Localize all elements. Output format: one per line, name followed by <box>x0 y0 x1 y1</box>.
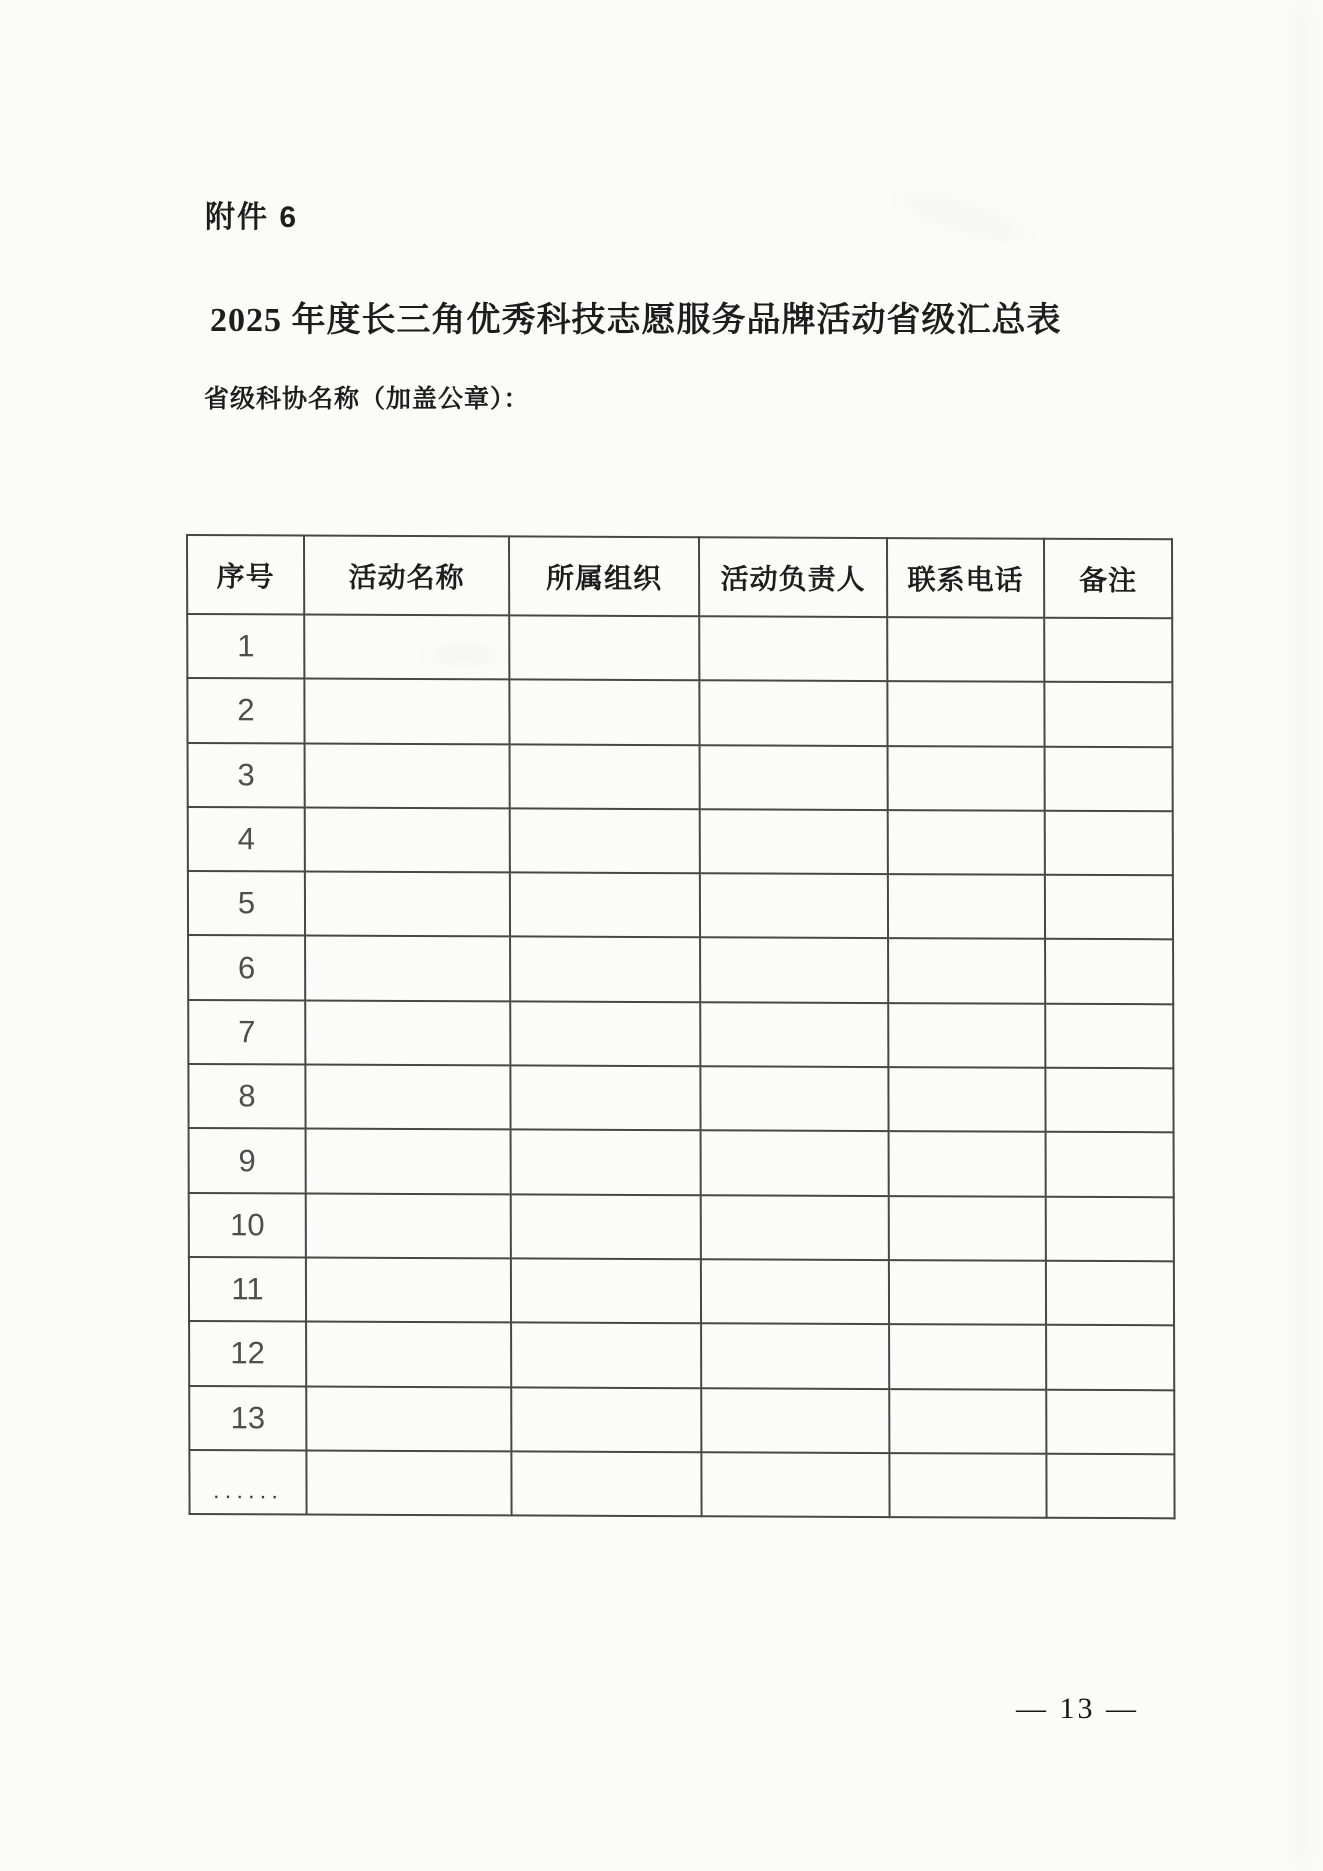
empty-cell <box>1045 1004 1173 1069</box>
empty-cell <box>700 1002 888 1067</box>
empty-cell <box>1045 939 1173 1004</box>
empty-cell <box>305 936 510 1001</box>
empty-cell <box>510 937 700 1002</box>
empty-cell <box>1045 1068 1173 1133</box>
empty-cell <box>1045 875 1173 940</box>
scan-artifact <box>1286 0 1316 1871</box>
empty-cell <box>888 1003 1045 1068</box>
empty-cell <box>306 1322 511 1387</box>
row-number-cell: 7 <box>188 1000 305 1065</box>
empty-cell <box>1045 811 1173 876</box>
empty-cell <box>511 1130 701 1195</box>
empty-cell <box>304 615 509 680</box>
summary-table <box>186 534 1176 1519</box>
table-row <box>187 614 1172 683</box>
table-row <box>189 1193 1174 1262</box>
empty-cell <box>701 1259 889 1324</box>
row-number-cell: 10 <box>189 1193 306 1258</box>
empty-cell <box>306 1129 511 1194</box>
header-cell-remarks: 备注 <box>1044 539 1172 619</box>
empty-cell <box>700 938 888 1003</box>
empty-cell <box>305 1065 510 1130</box>
header-cell-leader: 活动负责人 <box>699 537 887 617</box>
org-name-seal-label: 省级科协名称（加盖公章）： <box>204 385 530 413</box>
page-number: — 13 — <box>1016 1692 1139 1725</box>
empty-cell <box>306 1450 511 1515</box>
empty-cell <box>700 745 888 810</box>
row-number-cell: 5 <box>188 871 305 936</box>
empty-cell <box>305 872 510 937</box>
empty-cell <box>510 808 700 873</box>
table-row <box>189 1128 1174 1197</box>
empty-cell <box>889 1131 1046 1196</box>
row-number-cell: ...... <box>189 1450 306 1515</box>
table-row <box>188 1064 1173 1133</box>
empty-cell <box>511 1258 701 1323</box>
table-row <box>187 678 1172 747</box>
empty-cell <box>888 810 1045 875</box>
empty-cell <box>305 743 510 808</box>
empty-cell <box>509 680 699 745</box>
empty-cell <box>699 681 887 746</box>
empty-cell <box>1046 1261 1174 1326</box>
empty-cell <box>889 1453 1046 1518</box>
empty-cell <box>304 679 509 744</box>
empty-cell <box>701 1452 889 1517</box>
row-number-cell: 8 <box>188 1064 305 1129</box>
empty-cell <box>510 1065 700 1130</box>
empty-cell <box>511 1387 701 1452</box>
table-row <box>188 935 1173 1004</box>
empty-cell <box>510 873 700 938</box>
document-title: 2025 年度长三角优秀科技志愿服务品牌活动省级汇总表 <box>210 302 1062 339</box>
row-number-cell: 6 <box>188 935 305 1000</box>
empty-cell <box>889 1260 1046 1325</box>
empty-cell <box>700 809 888 874</box>
header-cell-phone: 联系电话 <box>887 538 1044 618</box>
empty-cell <box>306 1193 511 1258</box>
empty-cell <box>1044 682 1172 747</box>
row-number-cell: 1 <box>187 614 304 679</box>
scan-artifact <box>897 185 1029 250</box>
empty-cell <box>888 1067 1045 1132</box>
empty-cell <box>1046 1132 1174 1197</box>
empty-cell <box>511 1451 701 1516</box>
header-cell-index: 序号 <box>187 535 304 615</box>
empty-cell <box>887 617 1044 682</box>
empty-cell <box>1046 1389 1174 1454</box>
empty-cell <box>700 873 888 938</box>
empty-cell <box>888 874 1045 939</box>
table-row <box>188 743 1173 812</box>
empty-cell <box>701 1131 889 1196</box>
row-number-cell: 3 <box>188 743 305 808</box>
row-number-cell: 9 <box>189 1128 306 1193</box>
row-number-cell: 2 <box>187 678 304 743</box>
table-row <box>189 1386 1174 1455</box>
empty-cell <box>306 1257 511 1322</box>
table-body <box>187 614 1174 1518</box>
header-cell-activity-name: 活动名称 <box>304 536 509 616</box>
table-row <box>188 871 1173 940</box>
empty-cell <box>889 1324 1046 1389</box>
empty-cell <box>889 1196 1046 1261</box>
empty-cell <box>699 616 887 681</box>
empty-cell <box>700 1066 888 1131</box>
attachment-label: 附件 6 <box>205 201 299 234</box>
empty-cell <box>889 1389 1046 1454</box>
row-number-cell: 13 <box>189 1386 306 1451</box>
row-number-cell: 12 <box>189 1321 306 1386</box>
empty-cell <box>306 1386 511 1451</box>
empty-cell <box>887 681 1044 746</box>
empty-cell <box>510 744 700 809</box>
empty-cell <box>888 746 1045 811</box>
empty-cell <box>888 939 1045 1004</box>
empty-cell <box>305 1000 510 1065</box>
table-row <box>188 807 1173 876</box>
table-header <box>187 535 1172 618</box>
empty-cell <box>701 1195 889 1260</box>
empty-cell <box>511 1194 701 1259</box>
empty-cell <box>1046 1454 1174 1519</box>
row-number-cell: 4 <box>188 807 305 872</box>
table-header-row <box>187 535 1172 618</box>
table-row <box>189 1450 1174 1519</box>
empty-cell <box>701 1324 889 1389</box>
empty-cell <box>511 1323 701 1388</box>
table-row <box>188 1000 1173 1069</box>
header-cell-organization: 所属组织 <box>509 536 699 616</box>
empty-cell <box>1045 746 1173 811</box>
empty-cell <box>510 1001 700 1066</box>
empty-cell <box>1044 618 1172 683</box>
empty-cell <box>1046 1325 1174 1390</box>
empty-cell <box>305 807 510 872</box>
empty-cell <box>701 1388 889 1453</box>
empty-cell <box>1046 1196 1174 1261</box>
row-number-cell: 11 <box>189 1257 306 1322</box>
empty-cell <box>509 615 699 680</box>
table-row <box>189 1257 1174 1326</box>
table-row <box>189 1321 1174 1390</box>
